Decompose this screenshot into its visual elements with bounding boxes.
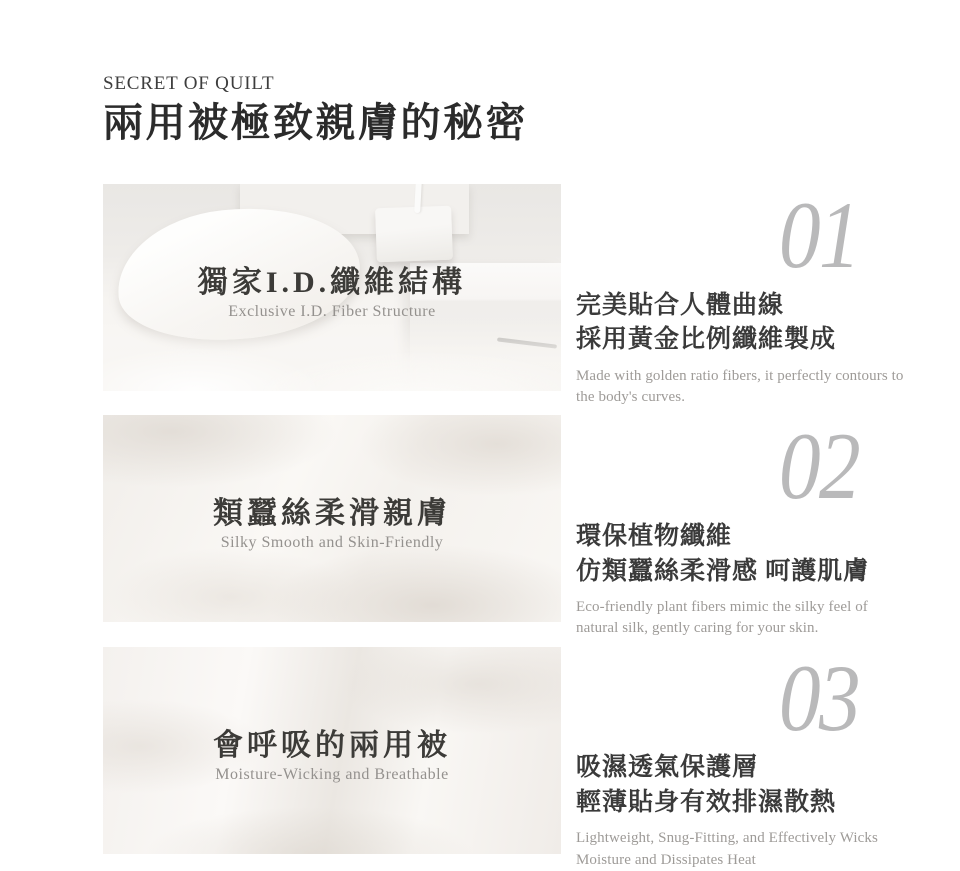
- feature-section-3: [103, 644, 960, 871]
- feature-heading-line1: 環保植物纖維: [576, 523, 733, 551]
- photo-caption-zh: 類蠶絲柔滑親膚: [213, 497, 451, 531]
- bedding-photo-3: [103, 647, 561, 854]
- feature-description: Eco-friendly plant fibers mimic the silky feel of natural silk, gently caring for your skin.: [576, 599, 868, 637]
- page-header: [0, 0, 960, 144]
- photo-caption-zh: 獨家I.D.纖維結構: [197, 265, 467, 299]
- feature-heading-line1: 吸濕透氣保護層: [576, 754, 759, 782]
- feature-list: [103, 181, 960, 871]
- feature-description: Lightweight, Snug-Fitting, and Effectively Wicks Moisture and Dissipates Heat: [576, 830, 878, 868]
- feature-heading: [576, 289, 910, 358]
- feature-info-2: [576, 415, 910, 639]
- feature-heading-line2: 採用黃金比例纖維製成: [576, 326, 837, 354]
- photo-caption-zh: 會呼吸的兩用被: [213, 728, 451, 762]
- feature-heading: [576, 520, 910, 589]
- photo-caption-3: [103, 653, 561, 854]
- feature-number: 01: [778, 181, 859, 288]
- feature-heading-line1: 完美貼合人體曲線: [576, 291, 785, 319]
- page-title: 兩用被極致親膚的秘密: [103, 99, 528, 145]
- photo-caption-1: [103, 190, 561, 391]
- feature-number: 03: [778, 644, 859, 751]
- feature-section-1: [103, 181, 960, 408]
- feature-number: 02: [778, 413, 859, 520]
- photo-caption-en: Moisture-Wicking and Breathable: [215, 765, 449, 783]
- feature-info-1: [576, 181, 910, 408]
- feature-heading-line2: 輕薄貼身有效排濕散熱: [576, 788, 837, 816]
- feature-description: Made with golden ratio fibers, it perfectly contours to the body's curves.: [576, 367, 904, 405]
- bedding-photo-2: [103, 415, 561, 622]
- feature-heading: [576, 751, 910, 820]
- feature-heading-line2: 仿類蠶絲柔滑感 呵護肌膚: [576, 557, 870, 585]
- photo-caption-2: [103, 421, 561, 622]
- photo-caption-en: Exclusive I.D. Fiber Structure: [228, 302, 436, 320]
- section-eyebrow: SECRET OF QUILT: [103, 73, 275, 94]
- feature-info-3: [576, 644, 910, 871]
- bedding-photo-1: [103, 184, 561, 391]
- feature-section-2: [103, 415, 960, 639]
- photo-caption-en: Silky Smooth and Skin-Friendly: [220, 534, 444, 552]
